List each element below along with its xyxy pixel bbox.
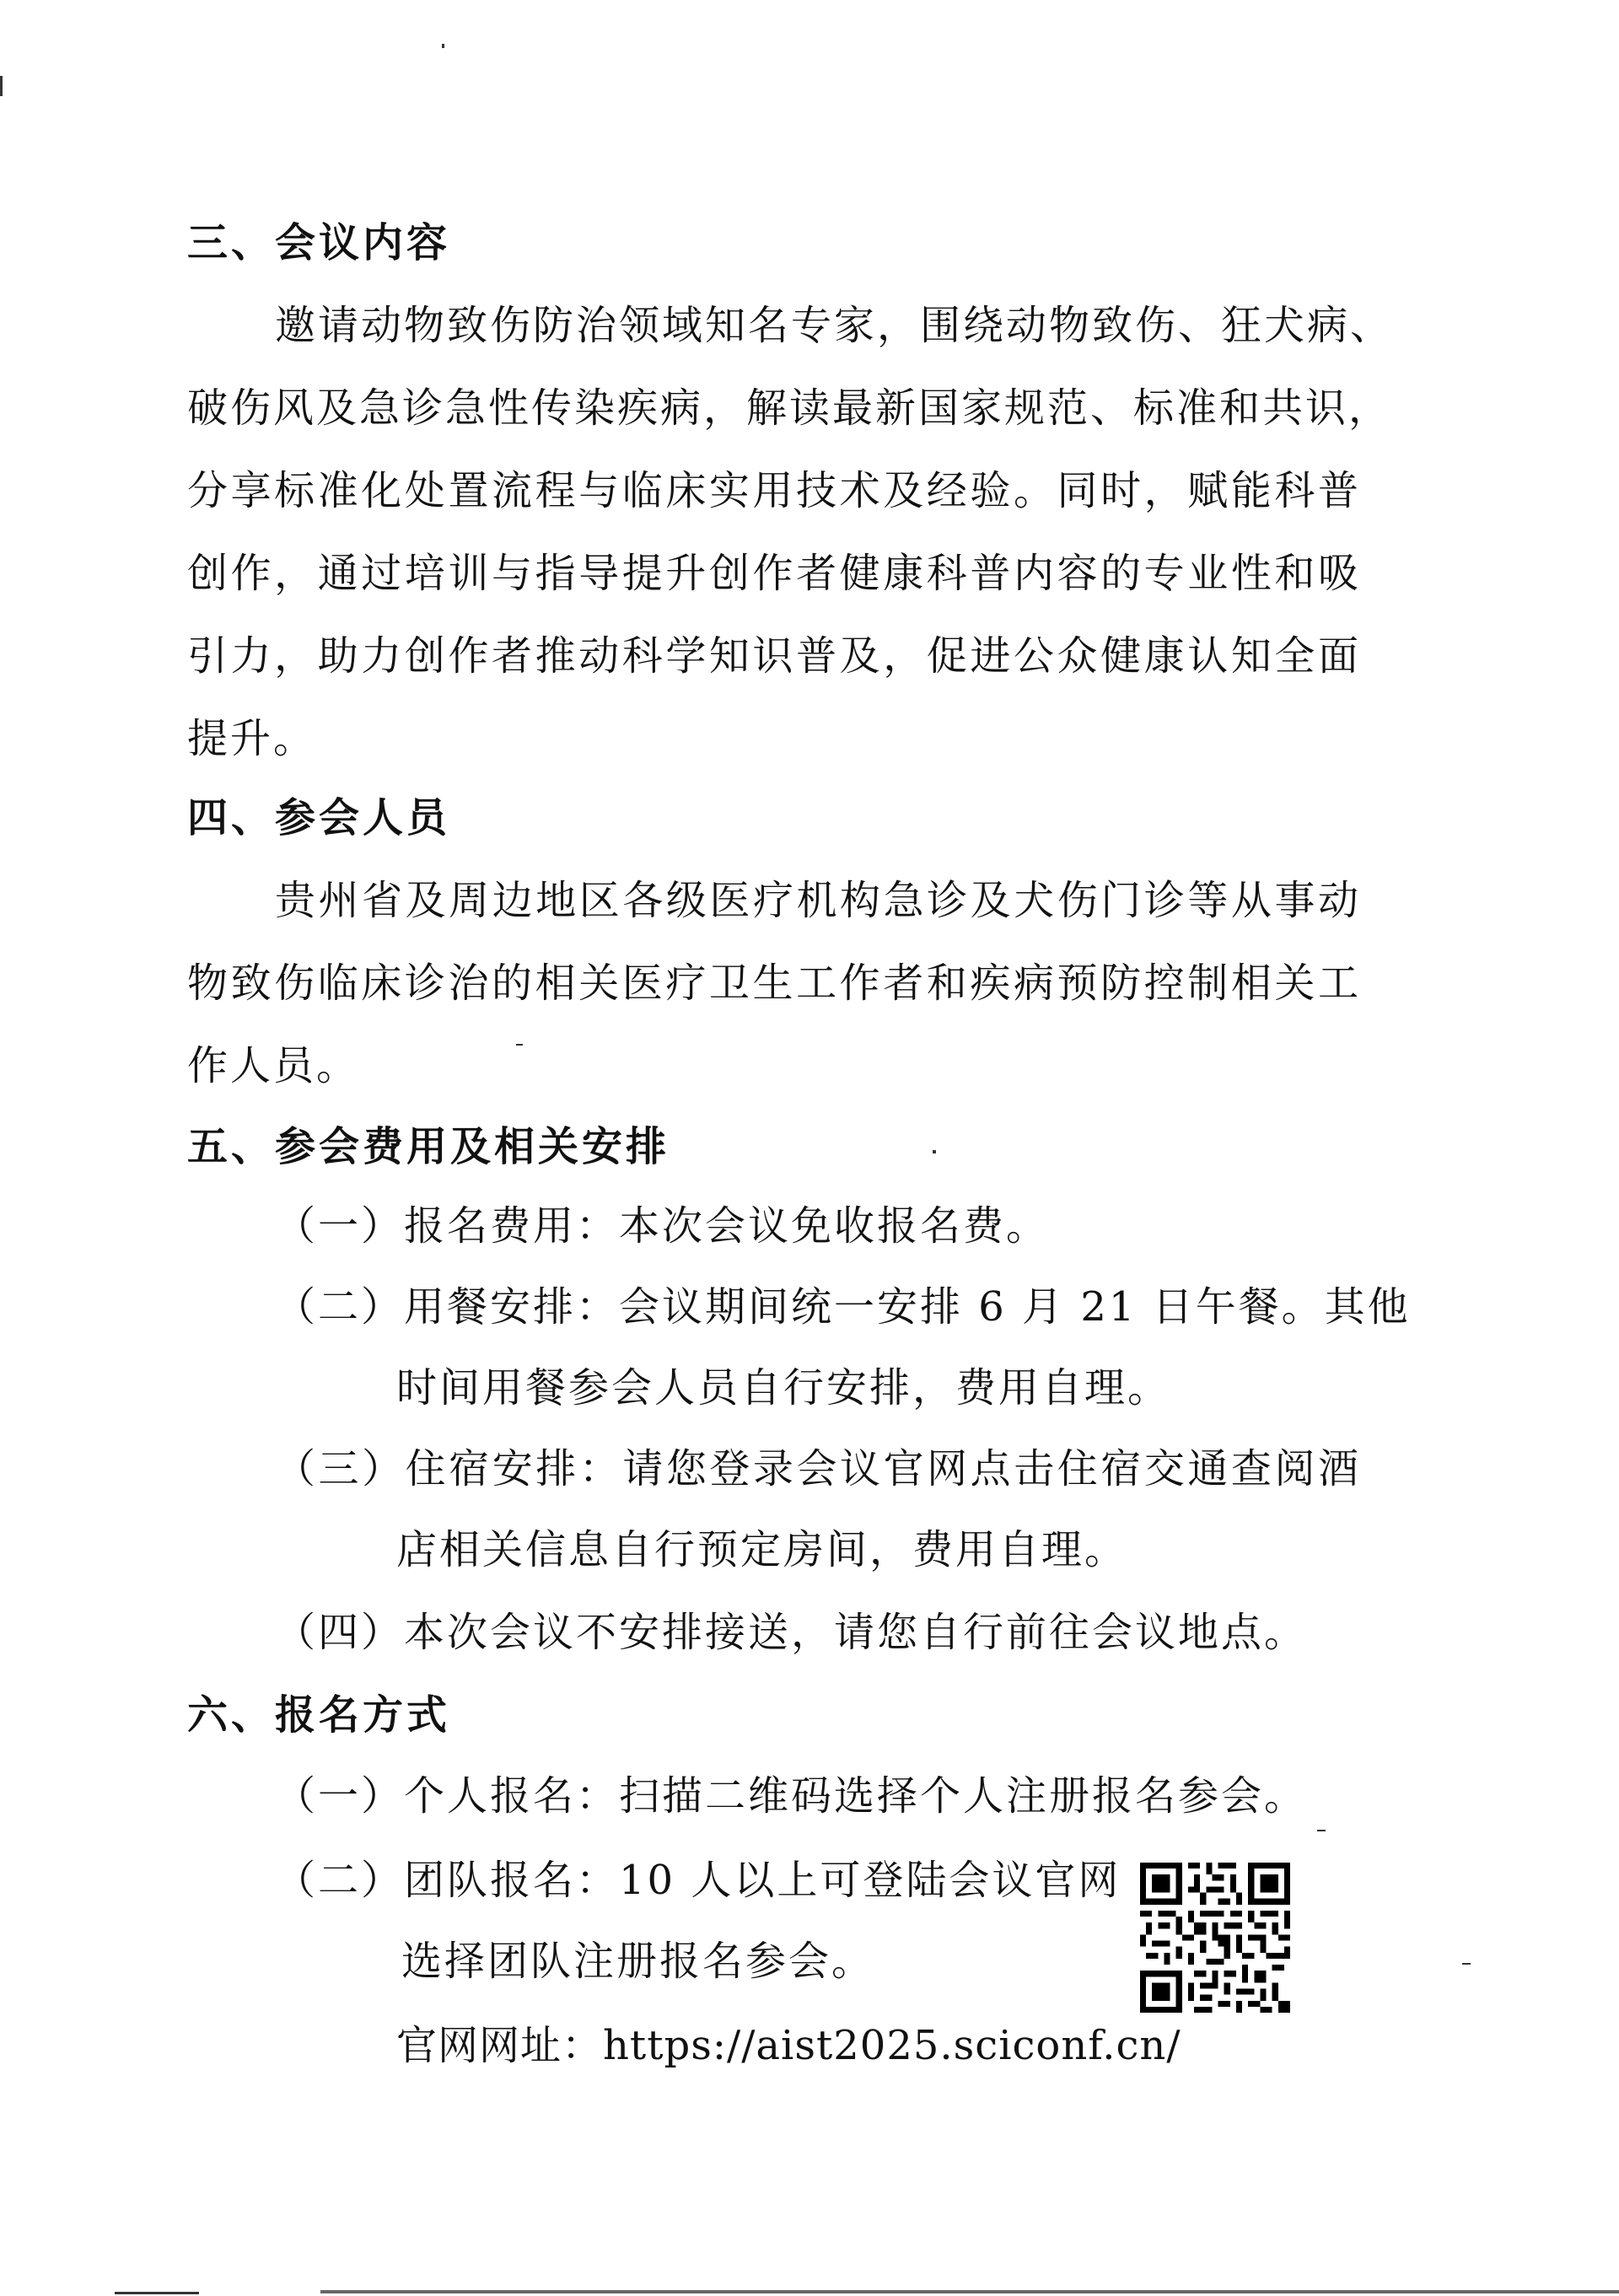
scan-edge-mark xyxy=(320,2290,1619,2293)
website-url[interactable]: 官网网址：https://aist2025.sciconf.cn/ xyxy=(396,2022,1181,2069)
scan-edge-mark xyxy=(115,2292,199,2294)
section-4-line-3: 作人员。 xyxy=(187,1042,360,1089)
section-5-item-1: （一）报名费用：本次会议免收报名费。 xyxy=(275,1202,1050,1250)
scan-speck xyxy=(516,1044,523,1046)
qr-code-icon xyxy=(1140,1863,1290,2013)
section-6-item-1: （一）个人报名：扫描二维码选择个人注册报名参会。 xyxy=(275,1772,1308,1820)
section-3-line-2: 破伤风及急诊急性传染疾病，解读最新国家规范、标准和共识， xyxy=(187,384,1392,432)
section-4-heading: 四、参会人员 xyxy=(187,794,451,842)
scan-edge-mark xyxy=(0,76,3,96)
section-5-item-2-line-1: （二）用餐安排：会议期间统一安排 6 月 21 日午餐。其他 xyxy=(275,1283,1411,1331)
section-3-heading: 三、会议内容 xyxy=(187,219,451,266)
section-5-heading: 五、参会费用及相关安排 xyxy=(187,1123,670,1170)
section-3-line-1: 邀请动物致伤防治领域知名专家，围绕动物致伤、狂犬病、 xyxy=(275,302,1394,349)
section-5-item-3-line-2: 店相关信息自行预定房间，费用自理。 xyxy=(396,1526,1128,1573)
section-4-line-2: 物致伤临床诊治的相关医疗卫生工作者和疾病预防控制相关工 xyxy=(187,960,1361,1007)
section-5-item-4: （四）本次会议不安排接送，请您自行前往会议地点。 xyxy=(275,1609,1308,1656)
section-5-item-2-line-2: 时间用餐参会人员自行安排，费用自理。 xyxy=(396,1364,1171,1411)
section-3-line-6: 提升。 xyxy=(187,715,317,762)
scan-speck xyxy=(442,44,444,48)
section-3-line-3: 分享标准化处置流程与临床实用技术及经验。同时，赋能科普 xyxy=(187,467,1361,514)
section-4-line-1: 贵州省及周边地区各级医疗机构急诊及犬伤门诊等从事动 xyxy=(275,877,1361,924)
section-3-line-4: 创作，通过培训与指导提升创作者健康科普内容的专业性和吸 xyxy=(187,550,1361,597)
scan-speck xyxy=(1317,1830,1326,1831)
scan-speck xyxy=(1462,1963,1471,1965)
section-5-item-3-line-1: （三）住宿安排：请您登录会议官网点击住宿交通查阅酒 xyxy=(275,1445,1361,1492)
section-6-item-2-line-2: 选择团队注册报名参会。 xyxy=(401,1938,875,1985)
section-6-heading: 六、报名方式 xyxy=(187,1691,451,1739)
scan-speck xyxy=(933,1150,936,1153)
section-3-line-5: 引力，助力创作者推动科学知识普及，促进公众健康认知全面 xyxy=(187,632,1361,680)
section-6-item-2-line-1: （二）团队报名：10 人以上可登陆会议官网 xyxy=(275,1857,1121,1904)
